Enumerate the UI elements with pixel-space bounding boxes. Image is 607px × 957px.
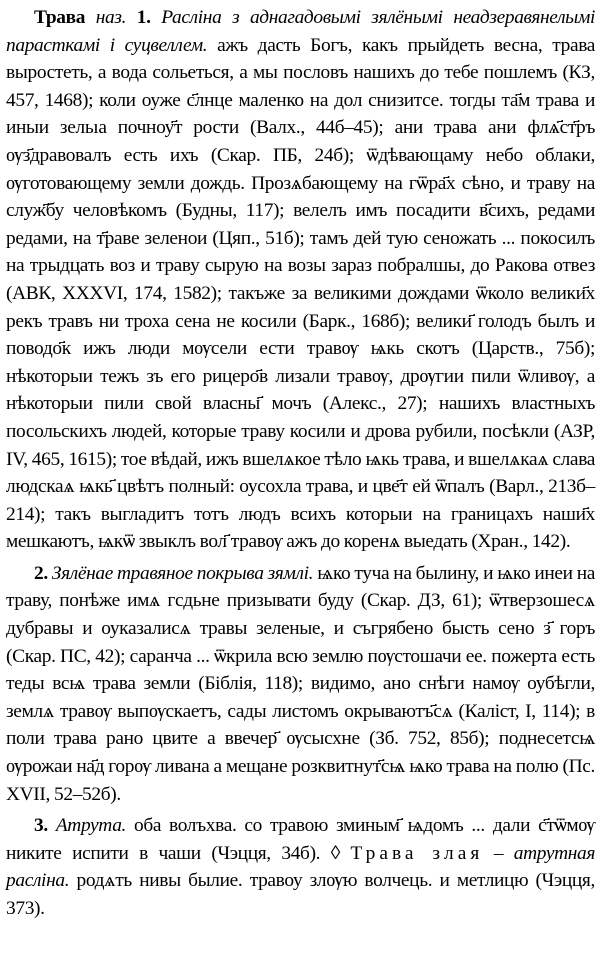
sense-number-1: 1 [136, 7, 147, 28]
subentry-phrase: Трава злая [350, 842, 484, 864]
sense-citations-1: ажъ дасть Богъ, какъ прыйдеть весна, трава выростеть, а вода сольеться, а мы пословъ нашихъ до тебе пошлемъ (КЗ, 457, 1468); коли оуже с҃лнце маленко на дол снизитсе. тогды та҃м трава и иныи зельıа почноу҃т рости (Валх., 44б–45); ани трава ани флѧ҃ст҃ръ ѹз҃дравовалъ есть ихъ (Скар. ПБ, 24б); ѿдѣвающаму небо облаки, ѹготовающему земли дождь. Прозѧбающему на гѿра҃х сѣно, и траву на служ҃бу человѣкомъ (Будны, 117); велелъ имъ посадити в҃сихъ, редами редами, на т҃раве зеленои (Цяп., 51б); тамъ дей тую сеножать ... покосилъ на трыдцать воз и траву сырую на возы зараз побралшы, до Ракова отвез (АВК, XXXVI, 174, 1582); такъже за великими дождами ѿколо велики҃х рекъ травъ ни троха сена не косили (Барк., 168б); велики҃ голодъ былъ и поводо҃к ижъ люди мѹсели ести травѹ ѩкь скотъ (Царств., 75б); нѣкоторыи тежъ зъ его рицеро҃в лизали травѹ, дрѹгии пили ѿливѹ, а нѣкоторыи пили свой власны҃ мочъ (Алекс., 27); нашихъ властныхъ посольскихъ людей, которые траву косили и дрова рубили, посѣкли (АЗР, IV, 465, 1615); тое вѣдай, ижъ вшелѧкое тѣло ѩкь трава, и вшелѧкаѧ слава людскаѧ ѩкь҃ цвѣтъ полный: оусохла трава, и цве҃т ей ѿпалъ (Варл., 213б–214); такъ выгладитъ тотъ людъ всихъ которыи на границахъ наши҃х мешкаютъ, ѩкѿ звыклъ вол҃ травѹ ажъ до коренѧ выедать (Хран., 142). [6, 34, 596, 553]
entry-sense-1: Трава наз. 1. Расліна з аднагадовымі зялёнымі неадзеравянелымі парасткамі і суцвеллем. ажъ дасть Богъ, какъ прыйдеть весна, трава выростеть, а вода сольеться, а мы пословъ нашихъ до тебе пошлемъ (КЗ, 457, 1468); коли оуже с҃лнце маленко на дол снизитсе. тогды та҃м трава и иныи зельıа почноу҃т рости (Валх., 44б–45); ани трава ани флѧ҃ст҃ръ ѹз҃дравовалъ есть ихъ (Скар. ПБ, 24б); ѿдѣвающаму небо облаки, ѹготовающему земли дождь. Прозѧбающему на гѿра҃х сѣно, и траву на служ҃бу человѣкомъ (Будны, 117); велелъ имъ посадити в҃сихъ, редами редами, на т҃раве зеленои (Цяп., 51б); тамъ дей тую сеножать ... покосилъ на трыдцать воз и траву сырую на возы зараз побралшы, до Ракова отвез (АВК, XXXVI, 174, 1582); такъже за великими дождами ѿколо велики҃х рекъ травъ ни троха сена не косили (Барк., 168б); велики҃ голодъ былъ и поводо҃к ижъ люди мѹсели ести травѹ ѩкь скотъ (Царств., 75б); нѣкоторыи тежъ зъ его рицеро҃в лизали травѹ, дрѹгии пили ѿливѹ, а нѣкоторыи пили свой власны҃ мочъ (Алекс., 27); нашихъ властныхъ посольскихъ людей, которые траву косили и дрова рубили, посѣкли (АЗР, IV, 465, 1615); тое вѣдай, ижъ вшелѧкое тѣло ѩкь трава, и вшелѧкаѧ слава людскаѧ ѩкь҃ цвѣтъ полный: оусохла трава, и цве҃т ей ѿпалъ (Варл., 213б–214); такъ выгладитъ тотъ людъ всихъ которыи на границахъ наши҃х мешкаютъ, ѩкѿ звыклъ вол҃ травѹ ажъ до коренѧ выедать (Хран., 142). [6, 7, 596, 553]
sense-citations-3: оба волъхва. со травою зминым҃ ѩдомъ ... дали с҃тѿмѹ никите испити в чаши (Чэцця, 34б). ◊ [6, 815, 596, 864]
sense-number-2: 2 [34, 562, 44, 584]
part-of-speech: наз. [95, 7, 127, 28]
subentry-citation: родѧть нивы былие. травоу злѹю волчець. и метлицю (Чэцця, 373). [6, 870, 595, 919]
entry-sense-3: 3. Атрута. оба волъхва. со травою зминым҃ ѩдомъ ... дали с҃тѿмѹ никите испити в чаши (Чэцця, 34б). ◊ Трава злая – атрутная расліна. родѧть нивы былие. травоу злѹю волчець. и метлицю (Чэцця, 373). [6, 815, 596, 919]
sense-citations-2: ѩко туча на былину, и ѩко инеи на траву, понѣже имѧ гсдьне призывати буду (Скар. ДЗ, 61); ѿтверзошесѧ дубравы и оуказалисѧ травы зеленые, и съгрябено бысть сено з҃ горъ (Скар. ПС, 42); саранча ... ѿкрила всю землю пѹстошачи ее. пожерта есть теды всѩ трава земли (Біблія, 118); видимо, ано снѣги намѹ оубѣгли, землѧ травѹ выпѹскаетъ, сады листомъ окрываютъ҃сѧ (Каліст, I, 114); в поли трава рано цвите а ввечер҃ ѹсысхне (Зб. 752, 85б); поднесетсѩ ѹрожаи на҃д горѹ ливана а мещане розквитнут҃сѩ ѩко трава на полю (Пс. XVII, 52–52б). [6, 562, 596, 805]
subentry-dash: – [483, 842, 514, 864]
subentry-definition: атрутная расліна. [6, 842, 596, 892]
sense-number-3: 3 [34, 815, 44, 837]
headword: Трава [34, 7, 86, 28]
sense-definition-3: Атрута. [55, 815, 127, 837]
sense-definition-1: Расліна з аднагадовымі зялёнымі неадзеравянелымі парасткамі і суцвеллем. [6, 7, 596, 56]
sense-definition-2: Зялёнае травяное покрыва зямлі. [51, 562, 314, 584]
entry-sense-2: 2. Зялёнае травяное покрыва зямлі. ѩко туча на былину, и ѩко инеи на траву, понѣже имѧ гсдьне призывати буду (Скар. ДЗ, 61); ѿтверзошесѧ дубравы и оуказалисѧ травы зеленые, и съгрябено бысть сено з҃ горъ (Скар. ПС, 42); саранча ... ѿкрила всю землю пѹстошачи ее. пожерта есть теды всѩ трава земли (Біблія, 118); видимо, ано снѣги намѹ оубѣгли, землѧ травѹ выпѹскаетъ, сады листомъ окрываютъ҃сѧ (Каліст, I, 114); в поли трава рано цвите а ввечер҃ ѹсысхне (Зб. 752, 85б); поднесетсѩ ѹрожаи на҃д горѹ ливана а мещане розквитнут҃сѩ ѩко трава на полю (Пс. XVII, 52–52б). [6, 562, 596, 805]
